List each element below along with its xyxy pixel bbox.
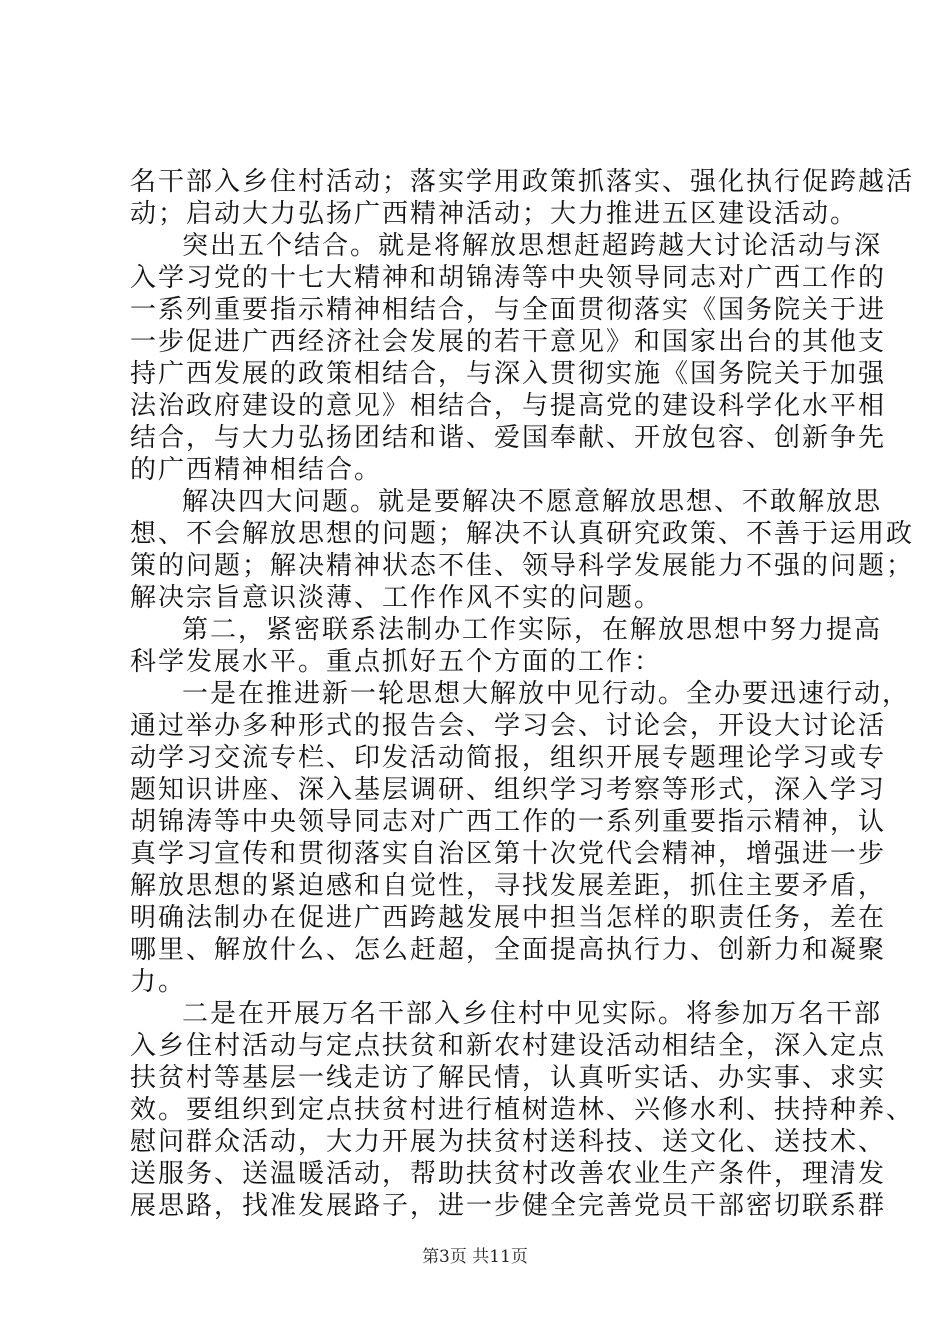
text-line: 持广西发展的政策相结合，与深入贯彻实施《国务院关于加强 (130, 359, 887, 389)
text-line: 名干部入乡住村活动；落实学用政策抓落实、强化执行促跨越活 (130, 167, 915, 197)
text-line: 胡锦涛等中央领导同志对广西工作的一系列重要指示精神，认 (130, 807, 887, 837)
text-line: 结合，与大力弘扬团结和谐、爱国奉献、开放包容、创新争先 (130, 423, 887, 453)
paragraph-first-line: 第二，紧密联系法制办工作实际，在解放思想中努力提高 (182, 615, 883, 645)
page-footer: 第3页 共11页 (422, 1247, 528, 1267)
text-line: 效。要组织到定点扶贫村进行植树造林、兴修水利、扶持种养、 (130, 1095, 915, 1125)
text-line: 解决宗旨意识淡薄、工作作风不实的问题。 (130, 583, 663, 613)
text-line: 策的问题；解决精神状态不佳、领导科学发展能力不强的问题； (130, 551, 915, 581)
text-line: 入乡住村活动与定点扶贫和新农村建设活动相结全，深入定点 (130, 1031, 887, 1061)
text-line: 扶贫村等基层一线走访了解民情，认真听实话、办实事、求实 (130, 1063, 887, 1093)
text-line: 真学习宣传和贯彻落实自治区第十次党代会精神，增强进一步 (130, 839, 887, 869)
text-line: 通过举办多种形式的报告会、学习会、讨论会，开设大讨论活 (130, 711, 887, 741)
paragraph-first-line: 突出五个结合。就是将解放思想赶超跨越大讨论活动与深 (182, 231, 883, 261)
text-line: 科学发展水平。重点抓好五个方面的工作： (130, 647, 663, 677)
text-line: 一步促进广西经济社会发展的若干意见》和国家出台的其他支 (130, 327, 887, 357)
body-text (130, 166, 915, 1222)
text-line: 哪里、解放什么、怎么赶超，全面提高执行力、创新力和凝聚 (130, 935, 887, 965)
text-line: 力。 (130, 967, 187, 997)
text-line: 解放思想的紧迫感和自觉性，寻找发展差距，抓住主要矛盾， (130, 871, 887, 901)
text-line: 送服务、送温暖活动，帮助扶贫村改善农业生产条件，理清发 (130, 1159, 887, 1189)
paragraph-first-line: 解决四大问题。就是要解决不愿意解放思想、不敢解放思 (182, 487, 883, 517)
text-line: 入学习党的十七大精神和胡锦涛等中央领导同志对广西工作的 (130, 263, 887, 293)
text-line: 慰问群众活动，大力开展为扶贫村送科技、送文化、送技术、 (130, 1127, 887, 1157)
text-line: 一系列重要指示精神相结合，与全面贯彻落实《国务院关于进 (130, 295, 887, 325)
text-line: 想、不会解放思想的问题；解决不认真研究政策、不善于运用政 (130, 519, 915, 549)
text-line: 展思路，找准发展路子，进一步健全完善党员干部密切联系群 (130, 1191, 887, 1221)
text-line: 法治政府建设的意见》相结合，与提高党的建设科学化水平相 (130, 391, 887, 421)
text-line: 题知识讲座、深入基层调研、组织学习考察等形式，深入学习 (130, 775, 887, 805)
text-line: 明确法制办在促进广西跨越发展中担当怎样的职责任务，差在 (130, 903, 887, 933)
text-line: 的广西精神相结合。 (130, 455, 383, 485)
text-line: 动；启动大力弘扬广西精神活动；大力推进五区建设活动。 (130, 199, 859, 229)
text-line: 动学习交流专栏、印发活动简报，组织开展专题理论学习或专 (130, 743, 887, 773)
paragraph-first-line: 二是在开展万名干部入乡住村中见实际。将参加万名干部 (182, 999, 883, 1029)
paragraph-first-line: 一是在推进新一轮思想大解放中见行动。全办要迅速行动， (182, 679, 911, 709)
